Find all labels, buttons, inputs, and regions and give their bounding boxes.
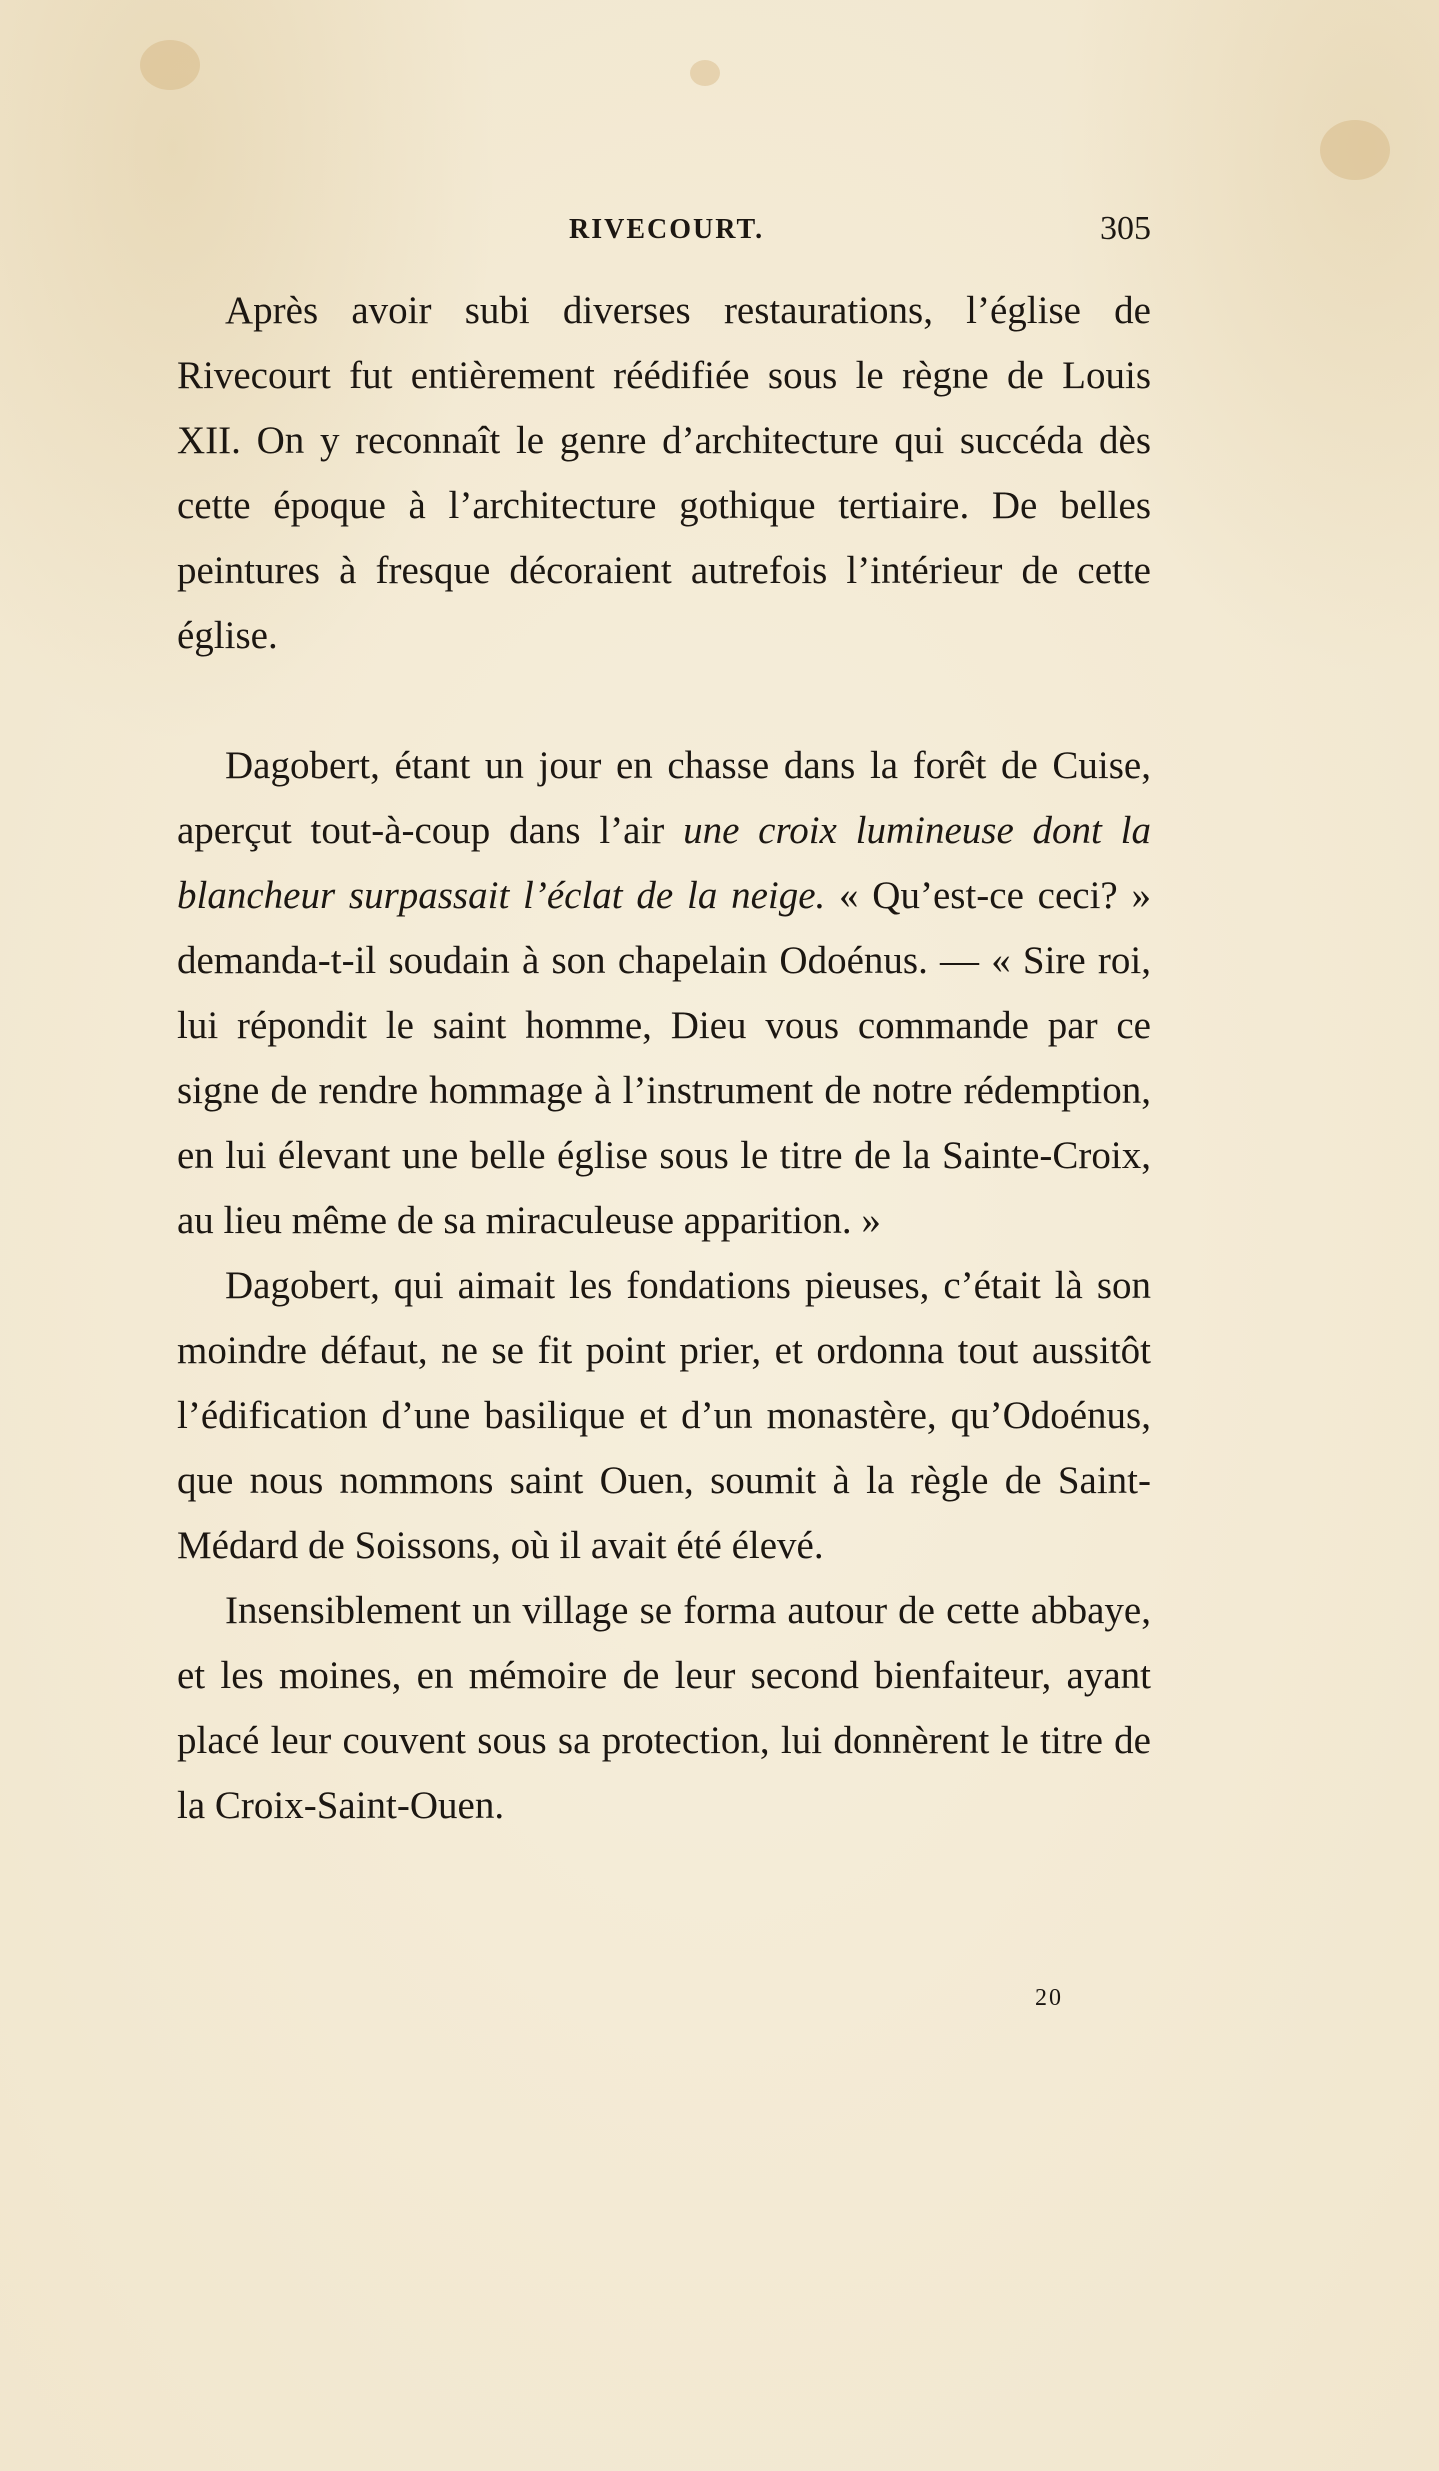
signature-mark: 20 bbox=[1035, 1985, 1063, 2011]
paragraph: Après avoir subi diverses restaurations, l’église de Rivecourt fut entièrement réédifiée sous le règne de Louis XII. On y reconnaît le genre d’architecture qui succéda dès cette époque à l’architecture gothique tertiaire. De belles peintures à fresque décoraient autrefois l’intérieur de cette église. bbox=[177, 289, 1151, 657]
foxing-stain bbox=[690, 60, 720, 86]
page-number: 305 bbox=[1100, 210, 1151, 247]
body-text bbox=[177, 278, 1151, 1838]
italic-quotation: une croix lumineuse dont la blancheur surpassait l’éclat de la neige. bbox=[177, 809, 1151, 917]
paragraph: Insensiblement un village se forma autour de cette abbaye, et les moines, en mémoire de leur second bienfaiteur, ayant placé leur couvent sous sa protection, lui donnèrent le titre de la Croix-Saint-Ouen. bbox=[177, 1589, 1151, 1827]
paragraph-text: Dagobert, étant un jour en chasse dans la forêt de Cuise, aperçut tout-à-coup dans l’air bbox=[177, 744, 1151, 852]
running-head: RIVECOURT. bbox=[569, 214, 765, 245]
foxing-stain bbox=[140, 40, 200, 90]
paragraph bbox=[177, 733, 1151, 1253]
foxing-stain bbox=[1320, 120, 1390, 180]
paragraph: Dagobert, qui aimait les fondations pieuses, c’était là son moindre défaut, ne se fit point prier, et ordonna tout aussitôt l’édification d’une basilique et d’un monastère, qu’Odoénus, que nous nommons saint Ouen, soumit à la règle de Saint-Médard de Soissons, où il avait été élevé. bbox=[177, 1264, 1151, 1567]
page-header bbox=[177, 210, 1151, 258]
paragraph-text: « Qu’est-ce ceci? » demanda-t-il soudain à son chapelain Odoénus. — « Sire roi, lui répondit le saint homme, Dieu vous commande par ce signe de rendre hommage à l’instrument de notre rédemption, en lui élevant une belle église sous le titre de la Sainte-Croix, au lieu même de sa miraculeuse apparition. » bbox=[177, 874, 1151, 1242]
